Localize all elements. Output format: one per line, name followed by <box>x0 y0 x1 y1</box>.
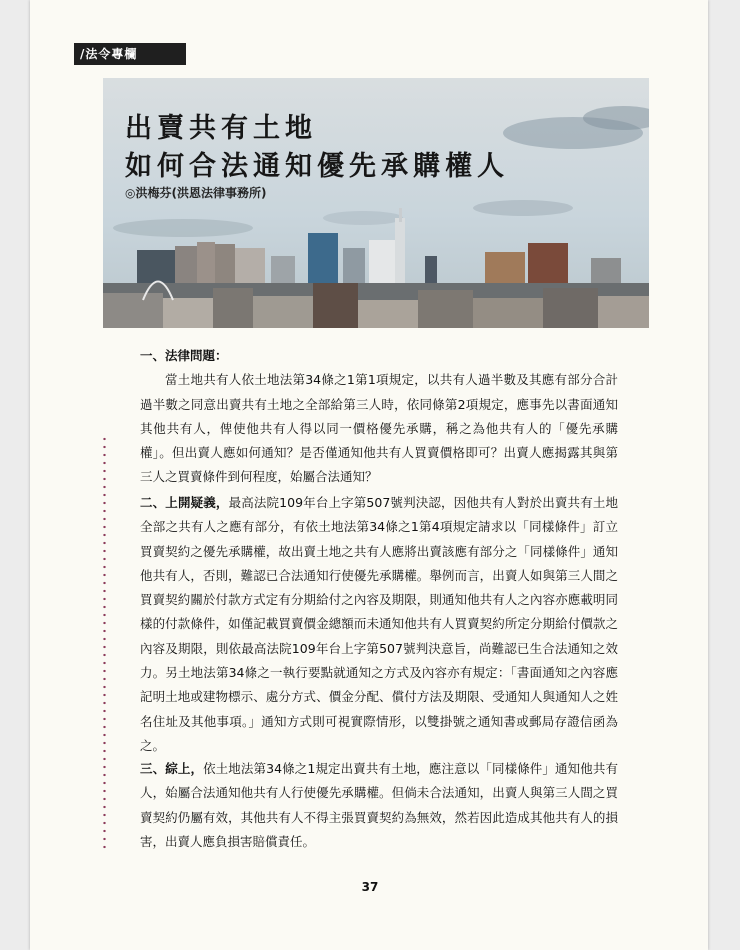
section-tag: /法令專欄 <box>74 43 186 65</box>
page-number: 37 <box>361 880 379 894</box>
section-2-heading: 二、上開疑義， <box>140 495 229 510</box>
article-title-line2: 如何合法通知優先承購權人 <box>125 151 509 182</box>
section-2 <box>140 491 618 758</box>
section-1 <box>140 344 618 490</box>
section-3-text: 依土地法第34條之1規定出賣共有土地，應注意以「同樣條件」通知他共有人，始屬合法通知他共有人行使優先承購權。但倘未合法通知，出賣人與第三人間之買賣契約仍屬有效，其他共有人不得主張買賣契約為無效，然若因此造成其他共有人的損害，出賣人應負損害賠償責任。 <box>140 761 618 849</box>
article-banner <box>103 78 649 328</box>
section-2-text: 最高法院109年台上字第507號判決認，因他共有人對於出賣共有土地全部之共有人之應有部分，有依土地法第34條之1第4項規定請求以「同樣條件」訂立買賣契約之優先承購權，故出賣土地之共有人應將出賣該應有部分之「同樣條件」通知他共有人，否則，難認已合法通知行使優先承購權。舉例而言，出賣人如與第三人間之買賣契約關於付款方式定有分期給付之內容及期限，則通知他共有人之內容亦應載明同樣的付款條件，如僅記載買賣價金總額而未通知他共有人買賣契約所定分期給付價款之內容及期限，則依最高法院109年台上字第507號判決意旨，尚難認已生合法通知之效力。另土地法第34條之一執行要點就通知之方式及內容亦有規定：「書面通知之內容應記明土地或建物標示、處分方式、價金分配、償付方法及期限、受通知人與通知人之姓名住址及其他事項。」通知方式則可視實際情形，以雙掛號之通知書或郵局存證信函為之。 <box>140 495 618 753</box>
section-1-heading: 一、法律問題： <box>140 348 228 363</box>
section-1-text: 當土地共有人依土地法第34條之1第1項規定，以共有人過半數及其應有部分合計過半數之同意出賣共有土地之全部給第三人時，依同條第2項規定，應事先以書面通知其他共有人，俾使他共有人得以同一價格優先承購，稱之為他共有人的「優先承購權」。但出賣人應如何通知？是否僅通知他共有人買賣價格即可？出賣人應揭露其與第三人之買賣條件到何程度，始屬合法通知？ <box>140 372 618 485</box>
decorative-dotted-rule <box>103 435 106 850</box>
section-3-heading: 三、綜上， <box>140 761 204 776</box>
article-author: ◎洪梅芬(洪恩法律事務所) <box>125 186 267 200</box>
article-title-line1: 出賣共有土地 <box>125 113 317 144</box>
section-3 <box>140 757 618 854</box>
